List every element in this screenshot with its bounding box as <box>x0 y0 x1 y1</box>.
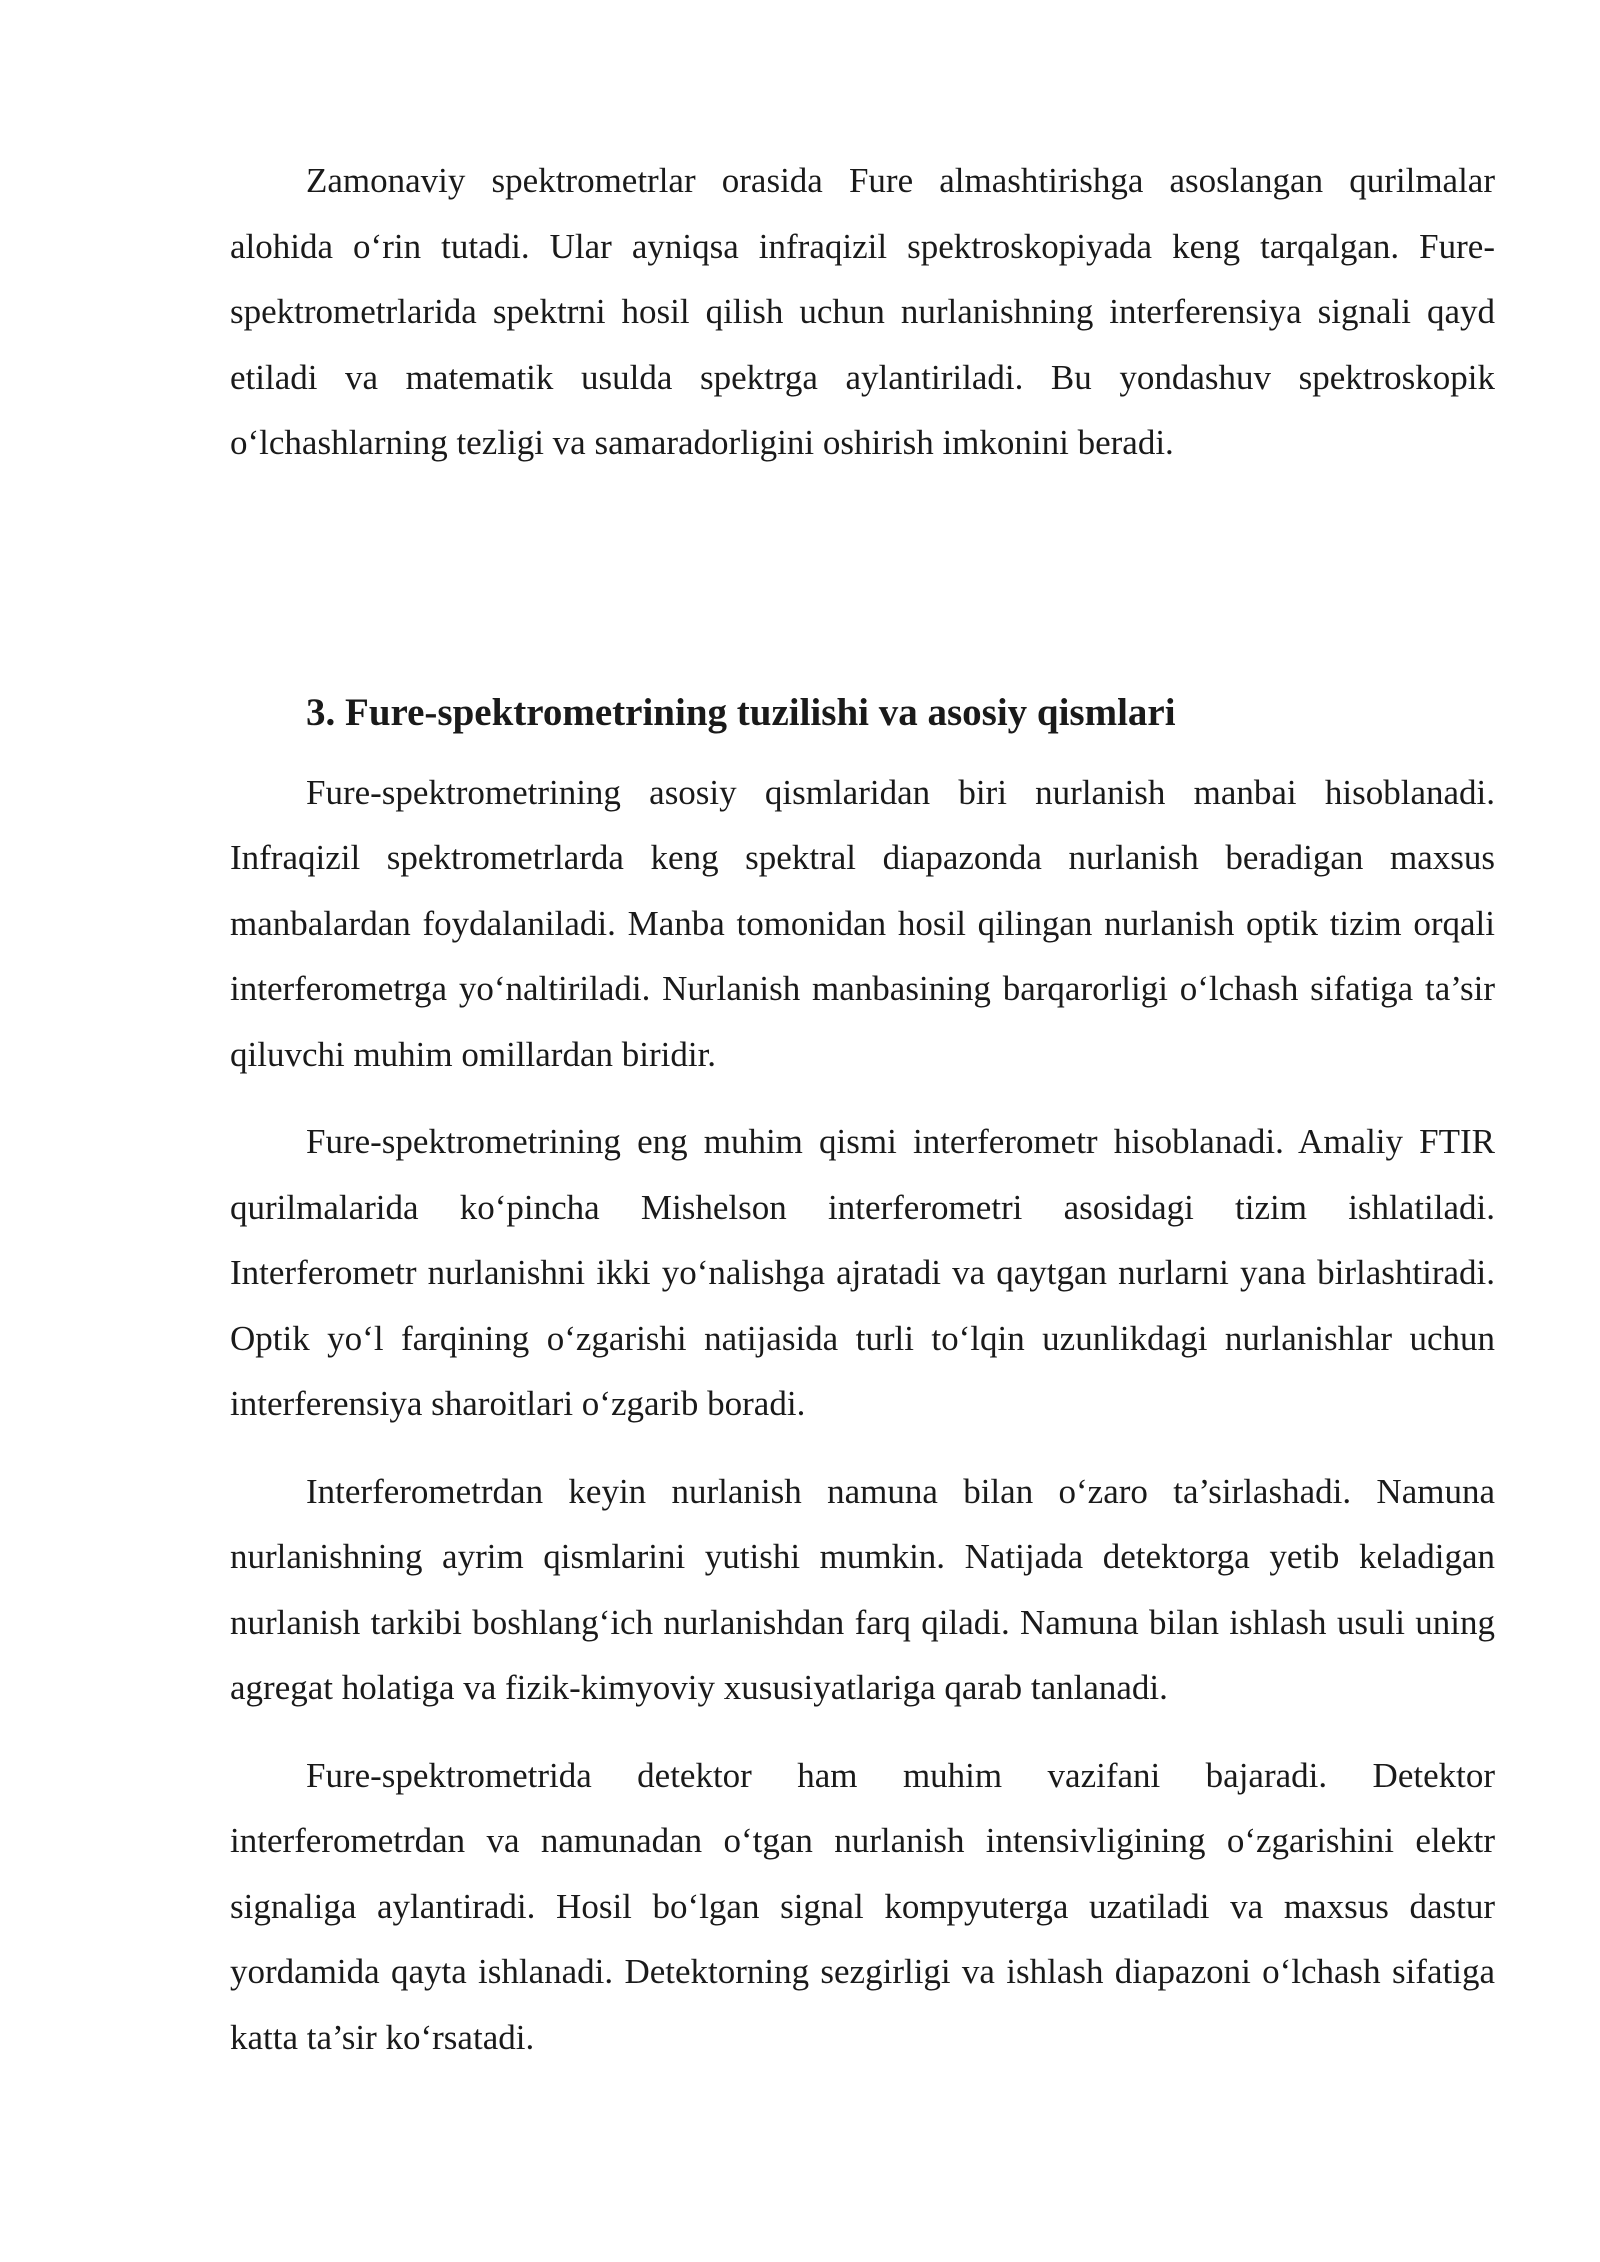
section-paragraph: Fure-spektrometrida detektor ham muhim vazifani bajaradi. Detektor interferometrdan va namunadan o‘tgan nurlanish intensivligining o‘zgarishini elektr signaliga aylantiradi. Hosil bo‘lgan signal kompyuterga uzatiladi va maxsus dastur yordamida qayta ishlanadi. Detektorning sezgirligi va ishlash diapazoni o‘lchash sifatiga katta ta’sir ko‘rsatadi. <box>230 1755 1495 2057</box>
section-heading: 3. Fure-spektrometrining tuzilishi va asosiy qismlari <box>306 690 1176 734</box>
section-paragraph: Fure-spektrometrining asosiy qismlaridan biri nurlanish manbai hisoblanadi. Infraqizil spektrometrlarda keng spektral diapazonda nurlanish beradigan maxsus manbalardan foydalaniladi. Manba tomonidan hosil qilingan nurlanish optik tizim orqali interferometrga yo‘naltiriladi. Nurlanish manbasining barqarorligi o‘lchash sifatiga ta’sir qiluvchi muhim omillardan biridir. <box>230 772 1495 1074</box>
section-spacer <box>230 476 1495 688</box>
section-body <box>230 760 1495 2071</box>
section-paragraph: Interferometrdan keyin nurlanish namuna bilan o‘zaro ta’sirlashadi. Namuna nurlanishning ayrim qismlarini yutishi mumkin. Natijada detektorga yetib keladigan nurlanish tarkibi boshlang‘ich nurlanishdan farq qiladi. Namuna bilan ishlash usuli uning agregat holatiga va fizik-kimyoviy xususiyatlariga qarab tanlanadi. <box>230 1471 1495 1707</box>
intro-paragraph: Zamonaviy spektrometrlar orasida Fure almashtirishga asoslangan qurilmalar alohida o‘rin tutadi. Ular ayniqsa infraqizil spektroskopiyada keng tarqalgan. Fure-spektrometrlarida spektrni hosil qilish uchun nurlanishning interferensiya signali qayd etiladi va matematik usulda spektrga aylantiriladi. Bu yondashuv spektroskopik o‘lchashlarning tezligi va samaradorligini oshirish imkonini beradi. <box>230 161 1495 462</box>
section-paragraph: Fure-spektrometrining eng muhim qismi interferometr hisoblanadi. Amaliy FTIR qurilmalarida ko‘pincha Mishelson interferometri asosidagi tizim ishlatiladi. Interferometr nurlanishni ikki yo‘nalishga ajratadi va qaytgan nurlarni yana birlashtiradi. Optik yo‘l farqining o‘zgarishi natijasida turli to‘lqin uzunlikdagi nurlanishlar uchun interferensiya sharoitlari o‘zgarib boradi. <box>230 1122 1495 1423</box>
